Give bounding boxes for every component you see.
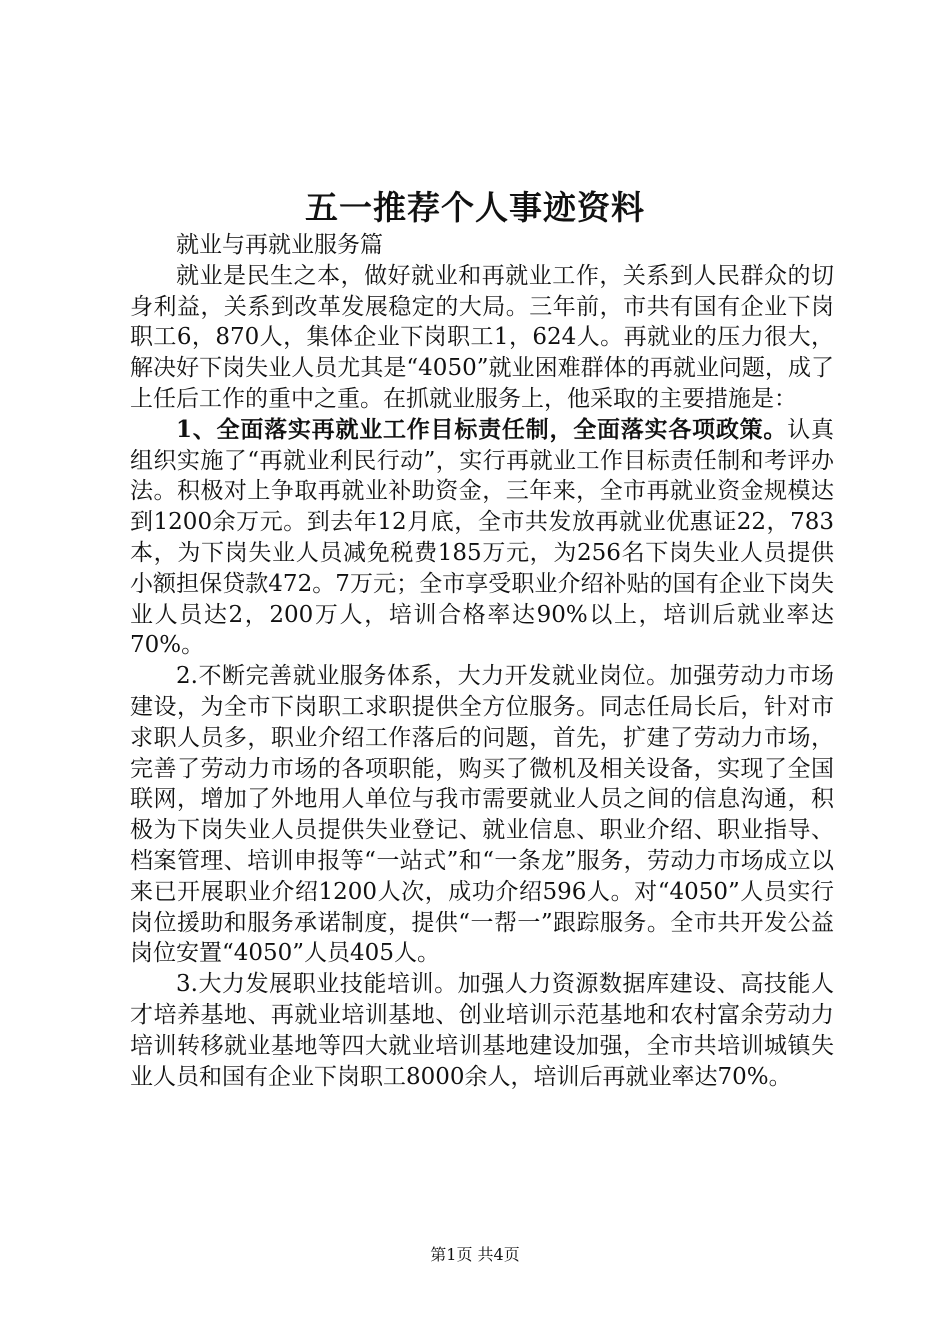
document-body bbox=[130, 230, 834, 1092]
item-3-paragraph: 3.大力发展职业技能培训。加强人力资源数据库建设、高技能人才培养基地、再就业培训基地、创业培训示范基地和农村富余劳动力培训转移就业基地等四大就业培训基地建设加强，全市共培训城镇失业人员和国有企业下岗职工8000余人，培训后再就业率达70%。 bbox=[130, 971, 834, 1090]
item-1-paragraph bbox=[130, 415, 834, 661]
page-number-footer: 第1页 共4页 bbox=[430, 1245, 520, 1264]
intro-paragraph: 就业是民生之本，做好就业和再就业工作，关系到人民群众的切身利益，关系到改革发展稳定的大局。三年前，市共有国有企业下岗职工6，870人，集体企业下岗职工1，624人。再就业的压力很大，解决好下岗失业人员尤其是“4050”就业困难群体的再就业问题，成了上任后工作的重中之重。在抓就业服务上，他采取的主要措施是： bbox=[130, 262, 834, 412]
item-1-heading: 1、全面落实再就业工作目标责任制，全面落实各项政策。 bbox=[176, 415, 788, 443]
item-1-body: 认真组织实施了“再就业利民行动”，实行再就业工作目标责任制和考评办法。积极对上争取再就业补助资金，三年来，全市再就业资金规模达到1200余万元。到去年12月底，全市共发放再就业优惠证22，783本，为下岗失业人员减免税费185万元，为256名下岗失业人员提供小额担保贷款472。7万元；全市享受职业介绍补贴的国有企业下岗失业人员达2，200万人，培训合格率达90%以上，培训后就业率达70%。 bbox=[130, 416, 834, 659]
section-subtitle: 就业与再就业服务篇 bbox=[176, 232, 383, 258]
document-title: 五一推荐个人事迹资料 bbox=[305, 188, 645, 227]
item-2-paragraph: 2.不断完善就业服务体系，大力开发就业岗位。加强劳动力市场建设，为全市下岗职工求职提供全方位服务。同志任局长后，针对市求职人员多，职业介绍工作落后的问题，首先，扩建了劳动力市场，完善了劳动力市场的各项职能，购买了微机及相关设备，实现了全国联网，增加了外地用人单位与我市需要就业人员之间的信息沟通，积极为下岗失业人员提供失业登记、就业信息、职业介绍、职业指导、档案管理、培训申报等“一站式”和“一条龙”服务，劳动力市场成立以来已开展职业介绍1200人次，成功介绍596人。对“4050”人员实行岗位援助和服务承诺制度，提供“一帮一”跟踪服务。全市共开发公益岗位安置“4050”人员405人。 bbox=[130, 663, 834, 967]
